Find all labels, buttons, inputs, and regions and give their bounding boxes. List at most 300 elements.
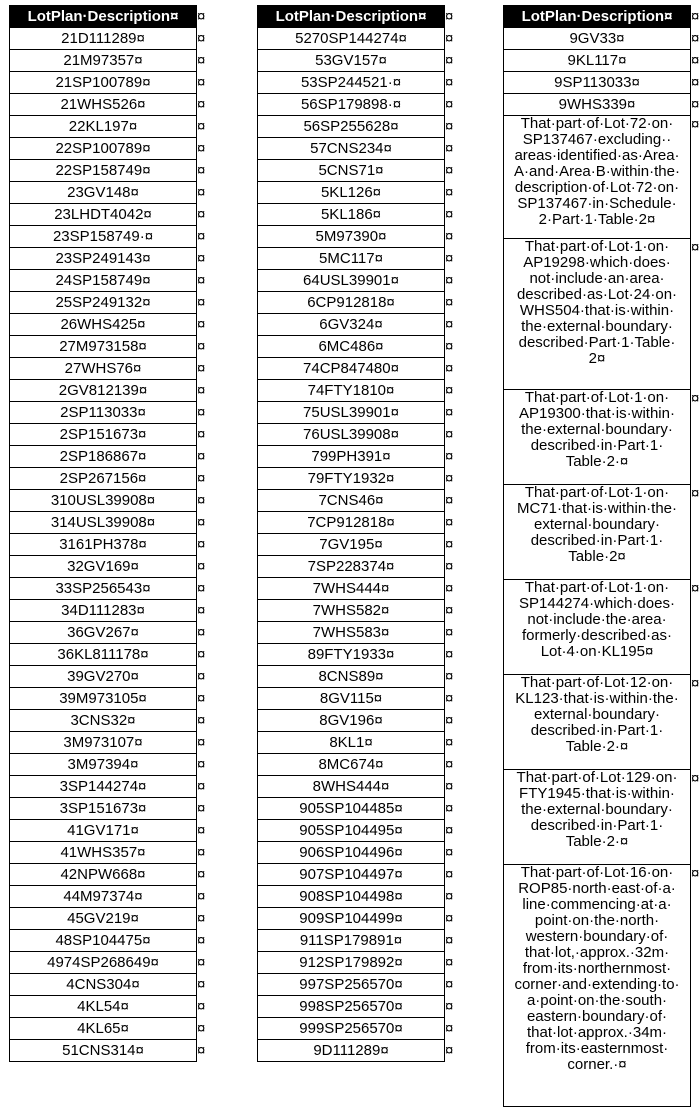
header-row (504, 6, 700, 28)
table-row (258, 1018, 459, 1040)
description-row (504, 485, 700, 580)
cell-end-marker: ¤ (197, 381, 206, 399)
table-row (10, 424, 211, 446)
cell-end-marker: ¤ (197, 777, 206, 795)
description-line: the·external·boundary· (521, 318, 673, 335)
table-row (258, 732, 459, 754)
lotplan-cell: 999SP256570¤ (258, 1018, 445, 1040)
cell-end-marker: ¤ (691, 115, 700, 133)
table-row (10, 72, 211, 94)
description-line: western·boundary·of· (525, 928, 669, 945)
description-line: not·include·an·area· (529, 270, 665, 287)
description-line: Table·2·¤ (565, 738, 629, 755)
lotplan-cell: 8KL1¤ (258, 732, 445, 754)
table-row (258, 864, 459, 886)
cell-end-marker: ¤ (197, 293, 206, 311)
description-line: AP19300·that·is·within· (519, 405, 675, 422)
table-row (10, 578, 211, 600)
lotplan-cell: 56SP255628¤ (258, 116, 445, 138)
description-row (504, 390, 700, 485)
cell-end-marker: ¤ (445, 535, 454, 553)
table-row (258, 336, 459, 358)
description-line: MC71·that·is·within·the· (516, 500, 678, 517)
lotplan-cell: 905SP104485¤ (258, 798, 445, 820)
description-line: line·commencing·at·a· (522, 896, 672, 913)
description-row (504, 239, 700, 390)
lotplan-cell: 8MC674¤ (258, 754, 445, 776)
table-row (10, 864, 211, 886)
description-cell (504, 675, 691, 770)
lotplan-table-3 (503, 5, 700, 1107)
description-line: SP137467·excluding·· (522, 131, 672, 148)
cell-end-marker: ¤ (445, 161, 454, 179)
lotplan-cell: 5CNS71¤ (258, 160, 445, 182)
lotplan-cell: 7SP228374¤ (258, 556, 445, 578)
cell-end-marker: ¤ (197, 7, 206, 25)
table-row (10, 1040, 211, 1062)
description-line: described·Part·1·Table· (518, 334, 676, 351)
lotplan-cell: 23LHDT4042¤ (10, 204, 197, 226)
description-line: described·in·Part·1· (530, 437, 664, 454)
description-line: That·part·of·Lot·72·on· (520, 115, 674, 132)
description-row (504, 675, 700, 770)
cell-end-marker: ¤ (445, 447, 454, 465)
lotplan-cell: 42NPW668¤ (10, 864, 197, 886)
table-row (10, 996, 211, 1018)
lotplan-cell: 2SP113033¤ (10, 402, 197, 424)
description-line: the·external·boundary· (521, 421, 673, 438)
cell-end-marker: ¤ (691, 389, 700, 407)
cell-end-marker: ¤ (691, 29, 700, 47)
lotplan-cell: 5270SP144274¤ (258, 28, 445, 50)
table-row (10, 204, 211, 226)
cell-end-marker: ¤ (445, 51, 454, 69)
lotplan-cell: 48SP104475¤ (10, 930, 197, 952)
description-line: AP19298·which·does· (523, 254, 671, 271)
lotplan-cell: 911SP179891¤ (258, 930, 445, 952)
lotplan-cell: 23GV148¤ (10, 182, 197, 204)
description-cell (504, 580, 691, 675)
description-line: That·part·of·Lot·16·on· (520, 864, 674, 881)
cell-end-marker: ¤ (691, 484, 700, 502)
cell-end-marker: ¤ (445, 227, 454, 245)
lotplan-cell: 9D111289¤ (258, 1040, 445, 1062)
header-row (10, 6, 211, 28)
cell-end-marker: ¤ (445, 29, 454, 47)
cell-end-marker: ¤ (691, 95, 700, 113)
description-line: areas·identified·as·Area· (514, 147, 680, 164)
description-line: described·in·Part·1· (530, 532, 664, 549)
cell-end-marker: ¤ (445, 601, 454, 619)
table-row (10, 446, 211, 468)
table-row (10, 842, 211, 864)
cell-end-marker: ¤ (197, 139, 206, 157)
cell-end-marker: ¤ (445, 117, 454, 135)
column-header: LotPlan·Description¤ (10, 6, 197, 28)
cell-end-marker: ¤ (197, 183, 206, 201)
lotplan-cell: 8WHS444¤ (258, 776, 445, 798)
lotplan-cell: 39M973105¤ (10, 688, 197, 710)
table-row (10, 732, 211, 754)
cell-end-marker: ¤ (197, 601, 206, 619)
lotplan-cell: 74FTY1810¤ (258, 380, 445, 402)
lotplan-cell: 3SP144274¤ (10, 776, 197, 798)
description-cell (504, 485, 691, 580)
cell-end-marker: ¤ (445, 359, 454, 377)
cell-end-marker: ¤ (197, 73, 206, 91)
table-row (258, 710, 459, 732)
cell-end-marker: ¤ (691, 579, 700, 597)
lotplan-cell: 56SP179898·¤ (258, 94, 445, 116)
lotplan-cell: 33SP256543¤ (10, 578, 197, 600)
description-line: point·on·the·north· (534, 912, 660, 929)
cell-end-marker: ¤ (197, 403, 206, 421)
table-row (258, 974, 459, 996)
lotplan-cell: 905SP104495¤ (258, 820, 445, 842)
cell-end-marker: ¤ (197, 315, 206, 333)
table-row (258, 512, 459, 534)
table-row (10, 974, 211, 996)
lotplan-cell: 41WHS357¤ (10, 842, 197, 864)
cell-end-marker: ¤ (445, 183, 454, 201)
lotplan-cell: 22SP158749¤ (10, 160, 197, 182)
lotplan-cell: 7CNS46¤ (258, 490, 445, 512)
description-line: external·boundary· (534, 516, 660, 533)
description-line: Table·2·¤ (565, 833, 629, 850)
table-row (258, 204, 459, 226)
lotplan-cell: 34D111283¤ (10, 600, 197, 622)
lotplan-cell: 5KL186¤ (258, 204, 445, 226)
table-row (10, 292, 211, 314)
table-row (258, 50, 459, 72)
cell-end-marker: ¤ (445, 733, 454, 751)
lotplan-cell: 7WHS583¤ (258, 622, 445, 644)
cell-end-marker: ¤ (197, 205, 206, 223)
lotplan-cell: 4KL54¤ (10, 996, 197, 1018)
cell-end-marker: ¤ (445, 271, 454, 289)
table-row (258, 908, 459, 930)
lotplan-cell: 908SP104498¤ (258, 886, 445, 908)
table-row (10, 94, 211, 116)
lotplan-cell: 906SP104496¤ (258, 842, 445, 864)
table-row (10, 468, 211, 490)
table-row (504, 50, 700, 72)
table-row (10, 314, 211, 336)
table-row (258, 138, 459, 160)
cell-end-marker: ¤ (197, 227, 206, 245)
description-line: corner·and·extending·to· (514, 976, 680, 993)
cell-end-marker: ¤ (197, 953, 206, 971)
lotplan-cell: 36KL811178¤ (10, 644, 197, 666)
table-row (258, 688, 459, 710)
lotplan-cell: 3M973107¤ (10, 732, 197, 754)
table-row (10, 600, 211, 622)
cell-end-marker: ¤ (197, 271, 206, 289)
table-row (258, 886, 459, 908)
lotplan-cell: 310USL39908¤ (10, 490, 197, 512)
table-row (258, 468, 459, 490)
table-row (10, 622, 211, 644)
description-cell (504, 865, 691, 1107)
lotplan-cell: 2GV812139¤ (10, 380, 197, 402)
table-row (258, 94, 459, 116)
cell-end-marker: ¤ (445, 557, 454, 575)
lotplan-cell: 9KL117¤ (504, 50, 691, 72)
description-line: WHS504·that·is·within· (519, 302, 675, 319)
description-line: that·lot·approx.·34m· (526, 1024, 668, 1041)
description-line: external·boundary· (534, 706, 660, 723)
cell-end-marker: ¤ (197, 909, 206, 927)
lotplan-cell: 75USL39901¤ (258, 402, 445, 424)
description-line: eastern·boundary·of· (526, 1008, 668, 1025)
table-row (258, 644, 459, 666)
table-row (10, 798, 211, 820)
table-row (258, 248, 459, 270)
cell-end-marker: ¤ (445, 337, 454, 355)
table-row (10, 820, 211, 842)
lotplan-cell: 74CP847480¤ (258, 358, 445, 380)
cell-end-marker: ¤ (691, 864, 700, 882)
lotplan-cell: 57CNS234¤ (258, 138, 445, 160)
cell-end-marker: ¤ (445, 403, 454, 421)
description-line: Table·2¤ (568, 548, 626, 565)
table-row (10, 512, 211, 534)
cell-end-marker: ¤ (691, 7, 700, 25)
lotplan-cell: 36GV267¤ (10, 622, 197, 644)
table-row (10, 28, 211, 50)
table-row (258, 952, 459, 974)
cell-end-marker: ¤ (445, 865, 454, 883)
table-row (10, 886, 211, 908)
table-row (258, 1040, 459, 1062)
cell-end-marker: ¤ (197, 843, 206, 861)
lotplan-cell: 2SP186867¤ (10, 446, 197, 468)
table-row (258, 820, 459, 842)
cell-end-marker: ¤ (197, 491, 206, 509)
cell-end-marker: ¤ (445, 205, 454, 223)
lotplan-cell: 7WHS582¤ (258, 600, 445, 622)
cell-end-marker: ¤ (197, 623, 206, 641)
lotplan-cell: 5M97390¤ (258, 226, 445, 248)
description-line: a·point·on·the·south· (526, 992, 668, 1009)
table-row (258, 556, 459, 578)
table-row (258, 754, 459, 776)
cell-end-marker: ¤ (445, 887, 454, 905)
lotplan-cell: 51CNS314¤ (10, 1040, 197, 1062)
table-row (10, 644, 211, 666)
cell-end-marker: ¤ (197, 359, 206, 377)
lotplan-cell: 21SP100789¤ (10, 72, 197, 94)
table-row (258, 798, 459, 820)
cell-end-marker: ¤ (445, 711, 454, 729)
description-line: That·part·of·Lot·1·on· (524, 389, 670, 406)
description-line: That·part·of·Lot·1·on· (524, 238, 670, 255)
cell-end-marker: ¤ (445, 579, 454, 597)
cell-end-marker: ¤ (197, 249, 206, 267)
lotplan-cell: 5KL126¤ (258, 182, 445, 204)
cell-end-marker: ¤ (445, 513, 454, 531)
cell-end-marker: ¤ (445, 73, 454, 91)
table-row (258, 28, 459, 50)
table-row (258, 116, 459, 138)
description-line: described·as·Lot·24·on· (516, 286, 678, 303)
cell-end-marker: ¤ (197, 425, 206, 443)
lotplan-cell: 5MC117¤ (258, 248, 445, 270)
table-row (258, 270, 459, 292)
description-line: that·lot,·approx.·32m· (524, 944, 670, 961)
table-row (258, 666, 459, 688)
lotplan-cell: 314USL39908¤ (10, 512, 197, 534)
cell-end-marker: ¤ (445, 491, 454, 509)
description-row (504, 865, 700, 1107)
lotplan-cell: 22KL197¤ (10, 116, 197, 138)
lotplan-cell: 23SP249143¤ (10, 248, 197, 270)
table-row (10, 358, 211, 380)
cell-end-marker: ¤ (445, 1041, 454, 1059)
table-row (10, 50, 211, 72)
lotplan-cell: 79FTY1932¤ (258, 468, 445, 490)
lotplan-cell: 26WHS425¤ (10, 314, 197, 336)
description-line: the·external·boundary· (521, 801, 673, 818)
table-row (10, 776, 211, 798)
description-line: corner.·¤ (567, 1056, 627, 1073)
cell-end-marker: ¤ (445, 645, 454, 663)
lotplan-cell: 909SP104499¤ (258, 908, 445, 930)
cell-end-marker: ¤ (197, 117, 206, 135)
lotplan-cell: 2SP267156¤ (10, 468, 197, 490)
table-row (258, 490, 459, 512)
lotplan-cell: 9SP113033¤ (504, 72, 691, 94)
table-row (10, 930, 211, 952)
cell-end-marker: ¤ (445, 623, 454, 641)
table-row (10, 754, 211, 776)
cell-end-marker: ¤ (197, 755, 206, 773)
lotplan-cell: 7GV195¤ (258, 534, 445, 556)
lotplan-table-2 (257, 5, 459, 1062)
lotplan-cell: 799PH391¤ (258, 446, 445, 468)
lotplan-cell: 4KL65¤ (10, 1018, 197, 1040)
lotplan-cell: 3161PH378¤ (10, 534, 197, 556)
cell-end-marker: ¤ (197, 469, 206, 487)
table-row (10, 908, 211, 930)
lotplan-cell: 89FTY1933¤ (258, 644, 445, 666)
table-row (10, 270, 211, 292)
lotplan-cell: 997SP256570¤ (258, 974, 445, 996)
lotplan-cell: 8GV196¤ (258, 710, 445, 732)
cell-end-marker: ¤ (445, 953, 454, 971)
table-row (258, 358, 459, 380)
lotplan-cell: 3CNS32¤ (10, 710, 197, 732)
lotplan-cell: 32GV169¤ (10, 556, 197, 578)
lotplan-cell: 912SP179892¤ (258, 952, 445, 974)
lotplan-cell: 27M973158¤ (10, 336, 197, 358)
table-row (10, 952, 211, 974)
table-row (10, 336, 211, 358)
lotplan-cell: 53SP244521·¤ (258, 72, 445, 94)
cell-end-marker: ¤ (445, 249, 454, 267)
cell-end-marker: ¤ (445, 975, 454, 993)
cell-end-marker: ¤ (445, 469, 454, 487)
cell-end-marker: ¤ (445, 293, 454, 311)
lotplan-table-1 (9, 5, 211, 1062)
table-row (10, 490, 211, 512)
cell-end-marker: ¤ (445, 689, 454, 707)
lotplan-cell: 9GV33¤ (504, 28, 691, 50)
cell-end-marker: ¤ (445, 777, 454, 795)
lotplan-cell: 8CNS89¤ (258, 666, 445, 688)
cell-end-marker: ¤ (197, 821, 206, 839)
description-line: from·its·northernmost· (522, 960, 672, 977)
cell-end-marker: ¤ (197, 667, 206, 685)
table-row (504, 72, 700, 94)
lotplan-cell: 6CP912818¤ (258, 292, 445, 314)
table-row (258, 424, 459, 446)
description-line: 2¤ (588, 350, 606, 367)
table-row (10, 1018, 211, 1040)
description-line: SP137467·in·Schedule· (517, 195, 677, 212)
cell-end-marker: ¤ (445, 909, 454, 927)
cell-end-marker: ¤ (691, 674, 700, 692)
cell-end-marker: ¤ (197, 799, 206, 817)
cell-end-marker: ¤ (197, 733, 206, 751)
lotplan-cell: 76USL39908¤ (258, 424, 445, 446)
cell-end-marker: ¤ (197, 161, 206, 179)
description-line: formerly·described·as· (521, 627, 673, 644)
lotplan-cell: 21WHS526¤ (10, 94, 197, 116)
table-row (10, 138, 211, 160)
description-line: described·in·Part·1· (530, 817, 664, 834)
table-row (258, 622, 459, 644)
table-row (258, 446, 459, 468)
table-row (504, 28, 700, 50)
lotplan-cell: 27WHS76¤ (10, 358, 197, 380)
table-row (10, 248, 211, 270)
description-line: not·include·the·area· (527, 611, 667, 628)
cell-end-marker: ¤ (445, 843, 454, 861)
cell-end-marker: ¤ (445, 7, 454, 25)
lotplan-cell: 39GV270¤ (10, 666, 197, 688)
description-line: That·part·of·Lot·129·on· (516, 769, 678, 786)
description-row (504, 116, 700, 239)
lotplan-cell: 907SP104497¤ (258, 864, 445, 886)
cell-end-marker: ¤ (445, 997, 454, 1015)
lotplan-cell: 2SP151673¤ (10, 424, 197, 446)
lotplan-cell: 21D111289¤ (10, 28, 197, 50)
cell-end-marker: ¤ (197, 689, 206, 707)
lotplan-cell: 4974SP268649¤ (10, 952, 197, 974)
cell-end-marker: ¤ (691, 73, 700, 91)
cell-end-marker: ¤ (197, 557, 206, 575)
description-line: That·part·of·Lot·1·on· (524, 579, 670, 596)
cell-end-marker: ¤ (445, 931, 454, 949)
description-row (504, 580, 700, 675)
lotplan-cell: 44M97374¤ (10, 886, 197, 908)
cell-end-marker: ¤ (445, 755, 454, 773)
cell-end-marker: ¤ (197, 447, 206, 465)
lotplan-cell: 6GV324¤ (258, 314, 445, 336)
table-row (258, 72, 459, 94)
lotplan-cell: 3M97394¤ (10, 754, 197, 776)
table-row (258, 930, 459, 952)
cell-end-marker: ¤ (197, 579, 206, 597)
cell-end-marker: ¤ (197, 535, 206, 553)
table-row (258, 534, 459, 556)
cell-end-marker: ¤ (197, 51, 206, 69)
lotplan-cell: 6MC486¤ (258, 336, 445, 358)
lotplan-cell: 25SP249132¤ (10, 292, 197, 314)
lotplan-cell: 24SP158749¤ (10, 270, 197, 292)
table-row (258, 160, 459, 182)
